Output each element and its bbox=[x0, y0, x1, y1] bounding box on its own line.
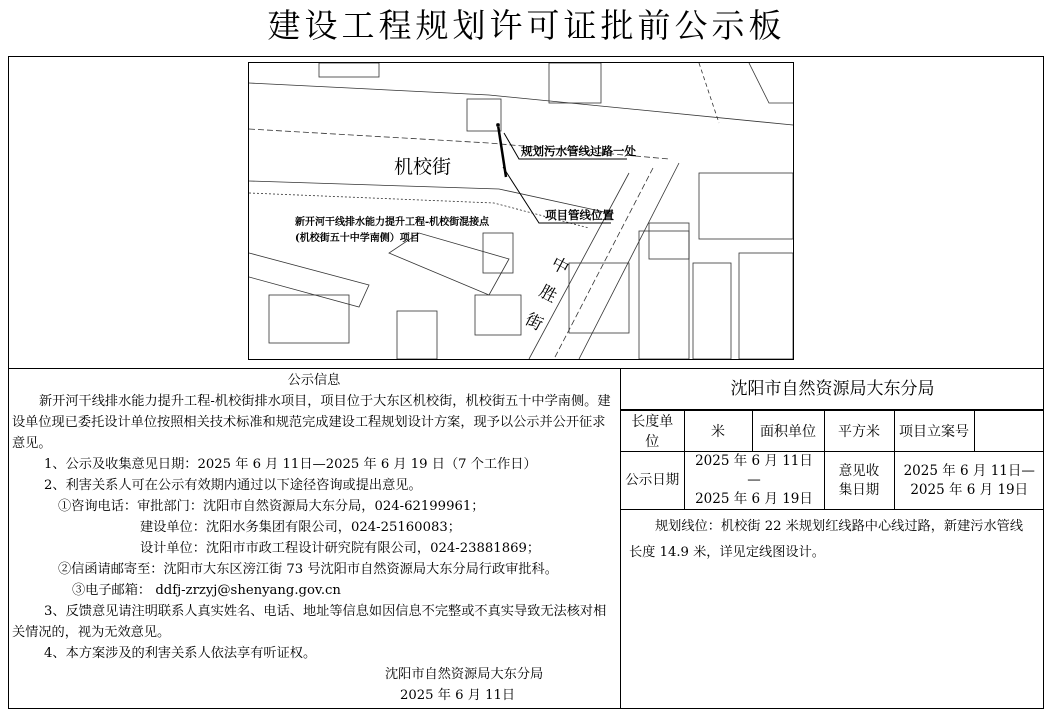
road-edge bbox=[249, 83, 793, 125]
cell-length-unit-value: 米 bbox=[684, 411, 752, 452]
project-info-table bbox=[621, 410, 1044, 510]
project-label-line2: (机校街五十中学南侧）项目 bbox=[295, 233, 420, 244]
feedback-date-start: 2025 年 6 月 11日— bbox=[903, 462, 1035, 479]
cell-case-number-value bbox=[974, 411, 1044, 452]
notice-date-start: 2025 年 6 月 11日— bbox=[695, 453, 813, 488]
notice-date-end: 2025 年 6 月 19日 bbox=[695, 491, 813, 507]
project-label-line1: 新开河干线排水能力提升工程-机校街混接点 bbox=[295, 217, 490, 228]
building bbox=[649, 223, 689, 259]
building bbox=[397, 311, 437, 359]
project-description: 规划线位：机校街 22 米规划红线路中心线过路，新建污水管线长度 14.9 米，详见定线图设计。 bbox=[629, 519, 1024, 560]
cell-feedback-date-value bbox=[894, 452, 1044, 510]
pipe-start-marker bbox=[496, 123, 499, 126]
notice-intro: 新开河干线排水能力提升工程-机校街排水项目，项目位于大东区机校街，机校街五十中学南侧。建设单位现已委托设计单位按照相关技术标准和规范完成建设工程规划设计方案，现予以公示并公开征求意见。 bbox=[12, 394, 611, 451]
street-label-side-1: 中 bbox=[547, 253, 573, 280]
cell-notice-date-value bbox=[684, 452, 824, 510]
label-position: 项目管线位置 bbox=[545, 208, 614, 222]
consult-approval: ①咨询电话：审批部门：沈阳市自然资源局大东分局，024-62199961； bbox=[58, 499, 485, 514]
building bbox=[467, 99, 501, 131]
cell-case-number-label: 项目立案号 bbox=[894, 411, 974, 452]
site-map bbox=[248, 62, 794, 360]
notice-item-4: 4、本方案涉及的利害关系人依法享有听证权。 bbox=[44, 646, 317, 661]
notice-heading: 公示信息 bbox=[287, 373, 341, 388]
cell-length-unit-label: 长度单位 bbox=[621, 411, 684, 452]
building bbox=[249, 253, 369, 307]
feedback-label-line2: 集日期 bbox=[838, 481, 880, 498]
street-label-side-2: 胜 bbox=[535, 281, 561, 308]
panel-heading: 沈阳市自然资源局大东分局 bbox=[621, 369, 1044, 410]
cell-notice-date-label: 公示日期 bbox=[621, 452, 684, 510]
boundary bbox=[699, 63, 719, 123]
building bbox=[319, 63, 379, 77]
cell-area-unit-label: 面积单位 bbox=[752, 411, 824, 452]
building bbox=[549, 63, 601, 103]
feedback-date-end: 2025 年 6 月 19日 bbox=[910, 481, 1029, 498]
building bbox=[569, 263, 629, 333]
boundary bbox=[749, 63, 793, 103]
project-panel bbox=[621, 369, 1044, 566]
building bbox=[475, 295, 521, 335]
notice-info bbox=[12, 370, 616, 706]
cell-feedback-date-label bbox=[824, 452, 894, 510]
signature-date: 2025 年 6 月 11日 bbox=[400, 688, 516, 703]
street-label-main: 机校街 bbox=[394, 156, 452, 178]
feedback-label-line1: 意见收 bbox=[838, 462, 880, 479]
signature-org: 沈阳市自然资源局大东分局 bbox=[385, 667, 544, 682]
notice-item-1: 1、公示及收集意见日期：2025 年 6 月 11日—2025 年 6 月 19 日（7 个工作日） bbox=[44, 457, 537, 472]
label-pipe: 规划污水管线过路一处 bbox=[521, 144, 636, 158]
notice-item-3: 3、反馈意见请注明联系人真实姓名、电话、地址等信息如因信息不完整或不真实导致无法核对相关情况的，视为无效意见。 bbox=[12, 604, 607, 640]
consult-builder: 建设单位：沈阳水务集团有限公司，024-25160083； bbox=[140, 520, 461, 535]
email-address: ③电子邮箱： ddfj-zrzyj@shenyang.gov.cn bbox=[72, 583, 341, 598]
mail-address: ②信函请邮寄至：沈阳市大东区滂江街 73 号沈阳市自然资源局大东分局行政审批科。 bbox=[58, 562, 558, 577]
consult-designer: 设计单位：沈阳市市政工程设计研究院有限公司，024-23881869； bbox=[140, 541, 541, 556]
notice-item-2: 2、利害关系人可在公示有效期内通过以下途径咨询或提出意见。 bbox=[44, 478, 422, 493]
building bbox=[693, 263, 731, 359]
building bbox=[269, 295, 349, 343]
cell-area-unit-value: 平方米 bbox=[824, 411, 894, 452]
building bbox=[699, 173, 793, 239]
page-title: 建设工程规划许可证批前公示板 bbox=[267, 6, 786, 45]
building bbox=[739, 253, 793, 359]
street-label-side-3: 街 bbox=[521, 309, 547, 336]
building bbox=[639, 231, 689, 359]
street-edge bbox=[529, 173, 629, 359]
